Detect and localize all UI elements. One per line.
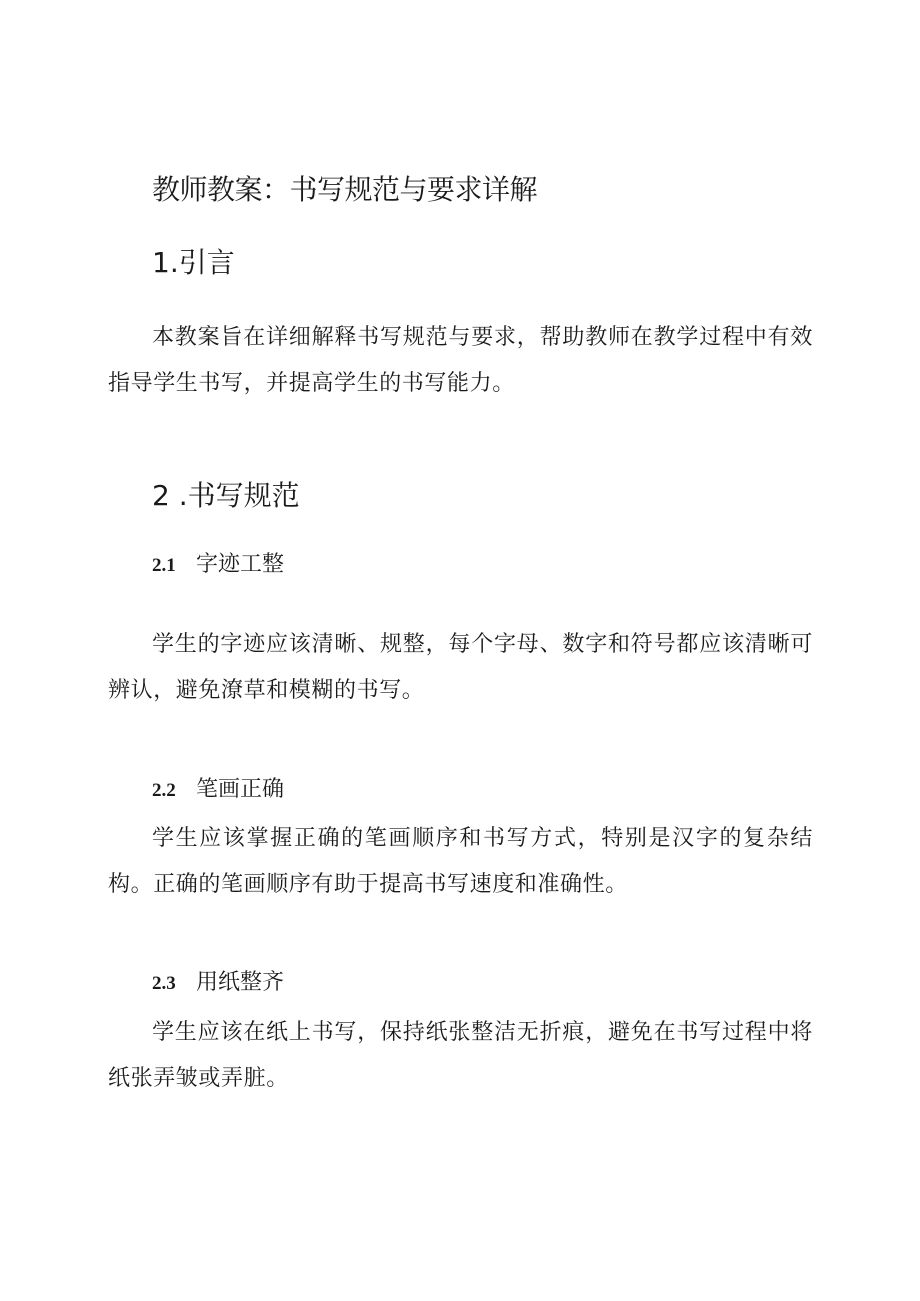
- paragraph-introduction: 本教案旨在详细解释书写规范与要求，帮助教师在教学过程中有效指导学生书写，并提高学生的书写能力。: [108, 325, 813, 396]
- subsection-number: 2.1: [152, 555, 176, 576]
- subsection-title: 用纸整齐: [196, 970, 285, 995]
- subsection-heading-2-1: [152, 549, 284, 582]
- paragraph-2-2: 学生应该掌握正确的笔画顺序和书写方式，特别是汉字的复杂结构。正确的笔画顺序有助于提高书写速度和准确性。: [108, 826, 813, 897]
- subsection-title: 笔画正确: [196, 777, 285, 802]
- subsection-number: 2.2: [152, 780, 176, 801]
- paragraph-2-1: 学生的字迹应该清晰、规整，每个字母、数字和符号都应该清晰可辨认，避免潦草和模糊的书写。: [108, 632, 813, 703]
- subsection-heading-2-3: [152, 967, 284, 1000]
- subsection-title: 字迹工整: [196, 552, 285, 577]
- document-title: 教师教案：书写规范与要求详解: [152, 173, 538, 206]
- paragraph-2-3: 学生应该在纸上书写，保持纸张整洁无折痕，避免在书写过程中将纸张弄皱或弄脏。: [108, 1020, 813, 1091]
- subsection-number: 2.3: [152, 973, 176, 994]
- subsection-heading-2-2: [152, 774, 284, 807]
- section-heading-writing-standards: 2 .书写规范: [152, 479, 300, 512]
- section-heading-introduction: 1.引言: [152, 246, 235, 279]
